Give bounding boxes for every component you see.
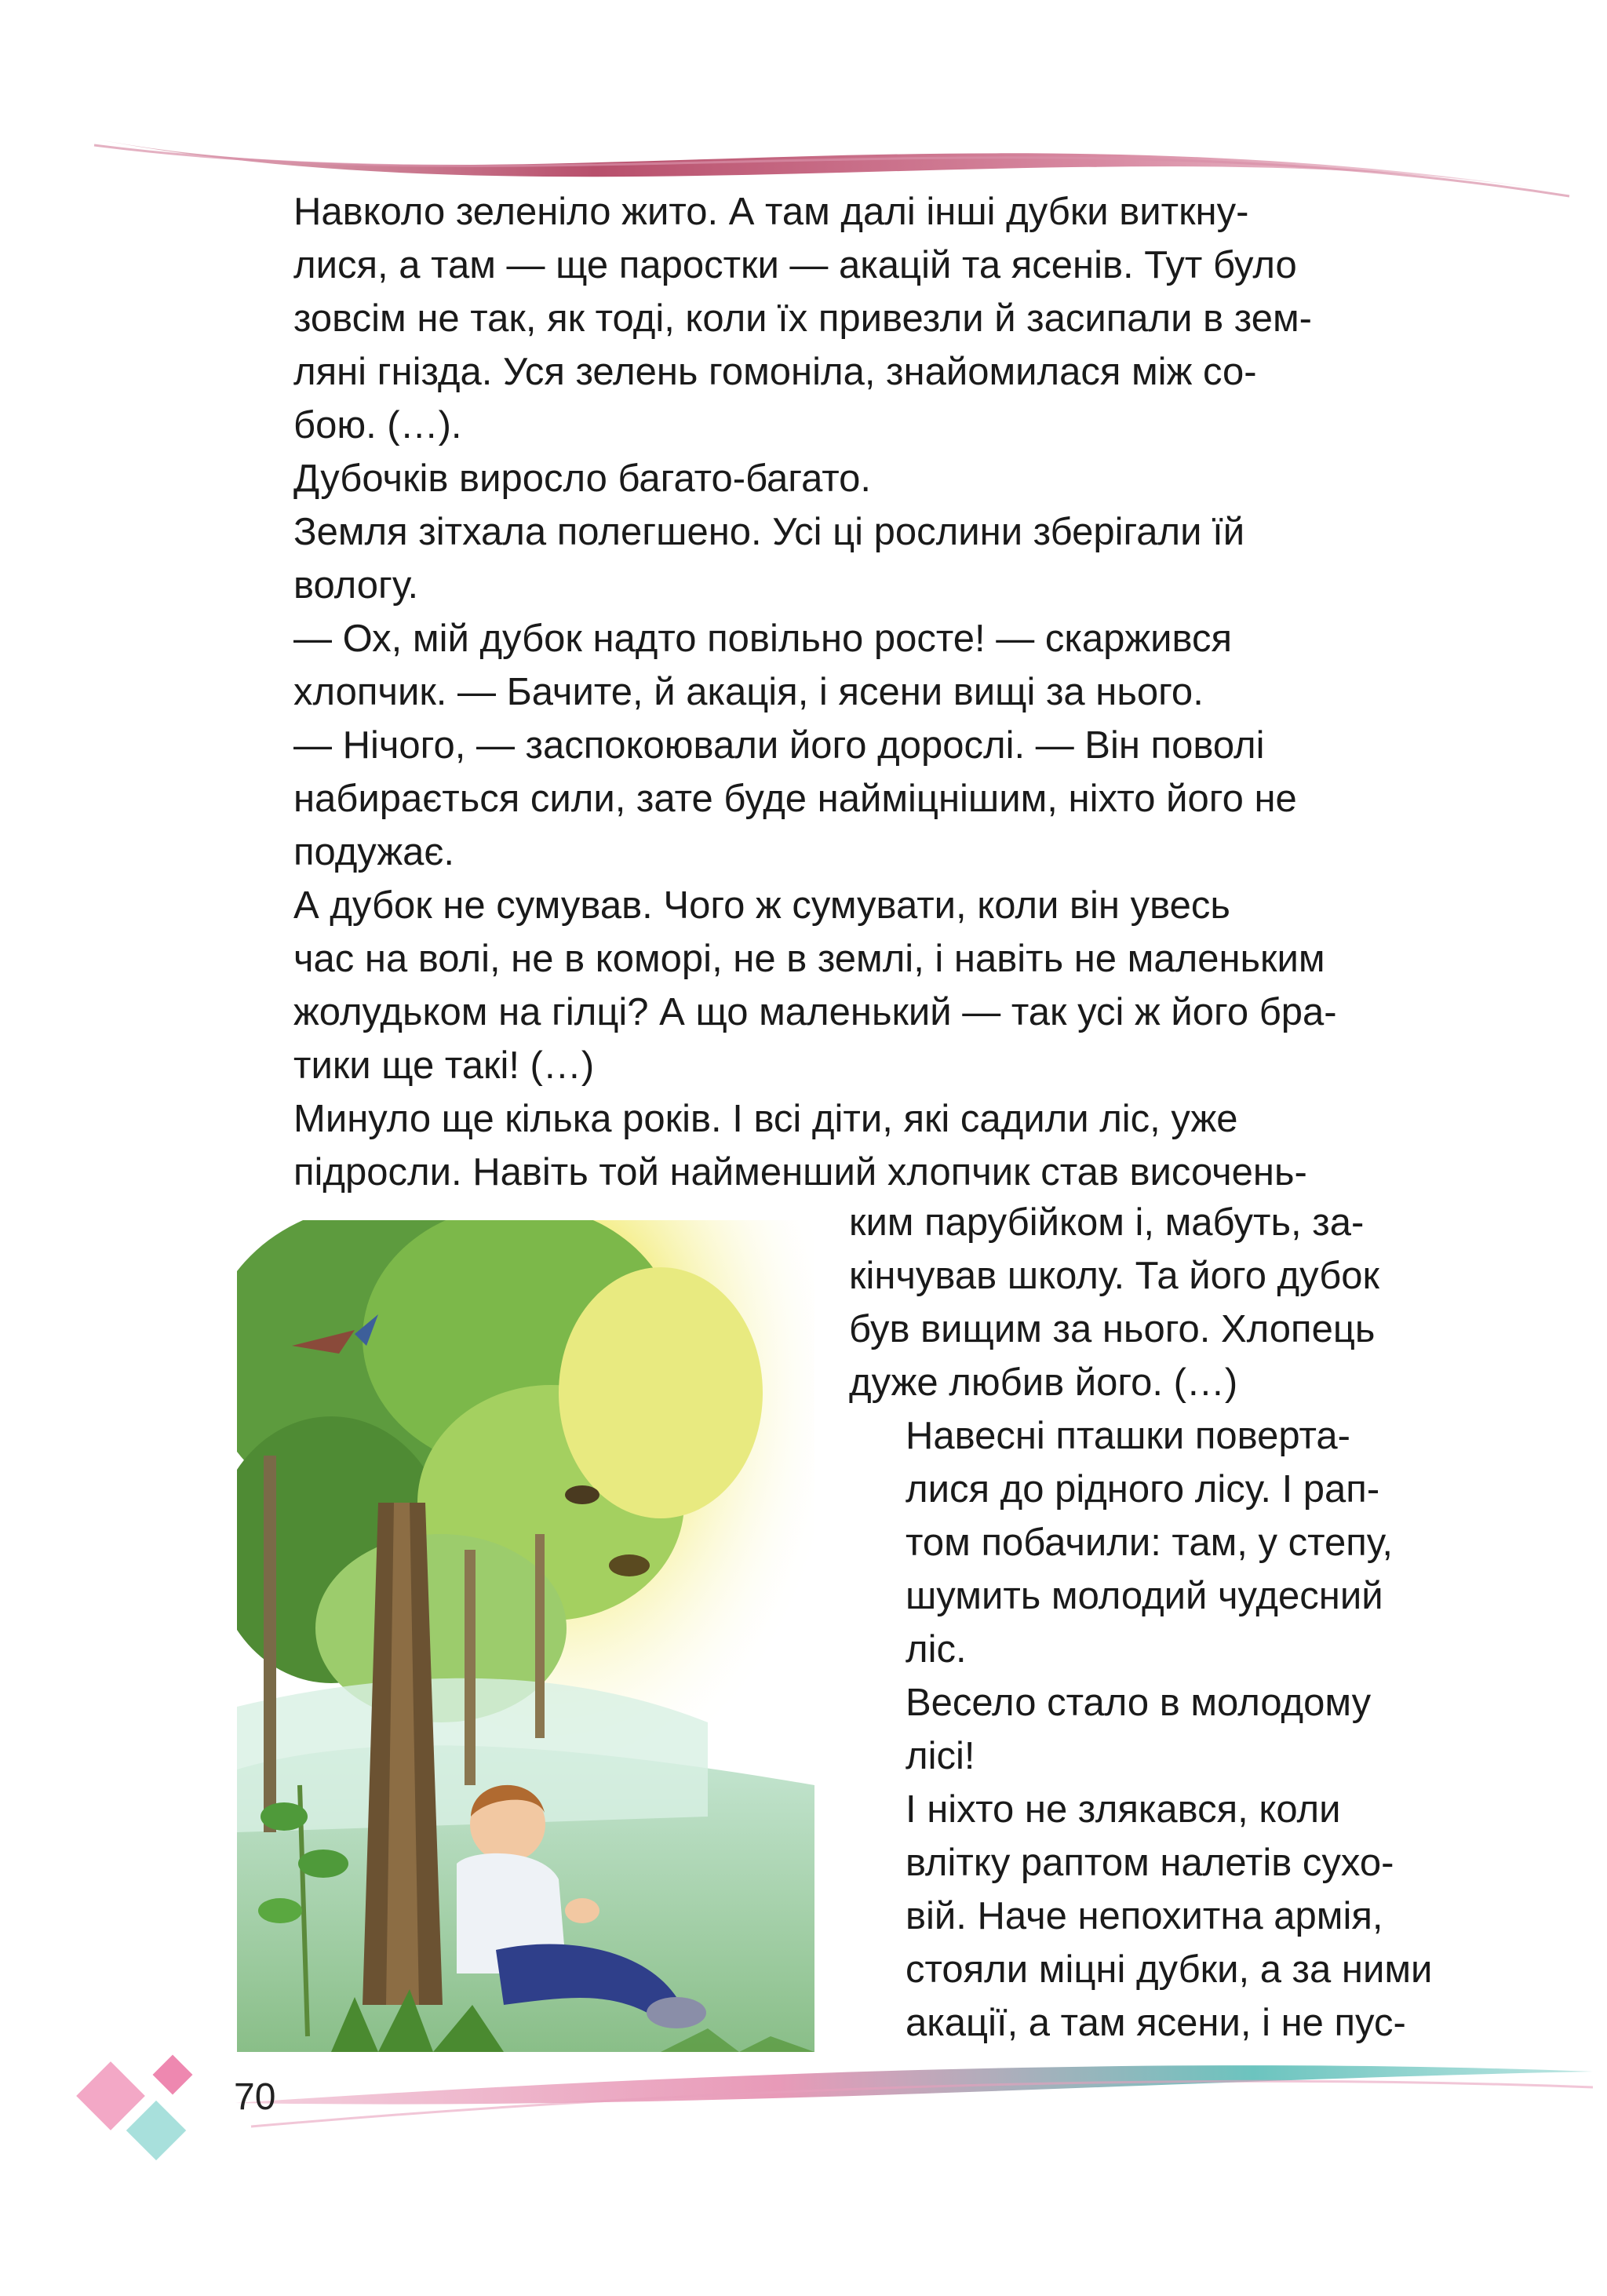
text-line: лися до рідного лісу. І рап- xyxy=(906,1468,1380,1511)
paragraph xyxy=(849,1783,1477,2050)
paragraph xyxy=(237,1092,1477,1199)
text-line: час на волі, не в коморі, не в землі, і навіть не маленьким xyxy=(293,938,1325,980)
paragraph xyxy=(237,185,1477,452)
paragraph xyxy=(237,879,1477,1092)
paragraph xyxy=(849,1196,1477,1409)
illustration-boy-under-oak xyxy=(237,1220,814,2052)
main-text-block xyxy=(237,185,1477,1199)
text-line: вій. Наче непохитна армія, xyxy=(906,1895,1383,1937)
text-line: дуже любив його. (…) xyxy=(849,1361,1238,1404)
text-line: стояли міцні дубки, а за ними xyxy=(906,1948,1433,1991)
text-line: тики ще такі! (…) xyxy=(293,1044,595,1087)
text-line: том побачили: там, у степу, xyxy=(906,1522,1393,1564)
text-line: акації, а там ясени, і не пус- xyxy=(906,2002,1406,2044)
text-line: підросли. Навіть той найменший хлопчик став височень- xyxy=(293,1151,1307,1194)
text-line: ляні гнізда. Уся зелень гомоніла, знайомилася між со- xyxy=(293,351,1257,393)
text-line: подужає. xyxy=(293,831,454,873)
text-line: Навколо зеленіло жито. А там далі інші дубки виткну- xyxy=(293,191,1249,233)
top-decorative-swoosh xyxy=(0,71,1607,204)
paragraph xyxy=(237,612,1477,719)
text-line: Минуло ще кілька років. І всі діти, які садили ліс, уже xyxy=(293,1098,1238,1140)
text-line: — Нічого, — заспокоювали його дорослі. — Він поволі xyxy=(293,724,1265,767)
paragraph xyxy=(237,505,1477,612)
text-line: І ніхто не злякався, коли xyxy=(906,1788,1341,1831)
paragraph xyxy=(237,719,1477,879)
text-line: зовсім не так, як тоді, коли їх привезли й засипали в зем- xyxy=(293,297,1312,340)
side-text-block xyxy=(849,1196,1477,2050)
text-line: влітку раптом налетів сухо- xyxy=(906,1842,1394,1884)
text-line: ким парубійком і, мабуть, за- xyxy=(849,1201,1365,1244)
page-number: 70 xyxy=(234,2076,276,2118)
text-line: Дубочків виросло багато-багато. xyxy=(293,457,872,500)
text-line: ліс. xyxy=(906,1628,967,1671)
text-line: Весело стало в молодому xyxy=(906,1682,1372,1724)
text-line: бою. (…). xyxy=(293,404,462,446)
text-line: лися, а там — ще паростки — акацій та ясенів. Тут було xyxy=(293,244,1297,286)
text-line: Земля зітхала полегшено. Усі ці рослини зберігали їй xyxy=(293,511,1245,553)
text-line: А дубок не сумував. Чого ж сумувати, коли він увесь xyxy=(293,884,1230,927)
corner-diamonds-decoration xyxy=(71,2048,212,2174)
text-line: лісі! xyxy=(906,1735,975,1777)
text-line: — Ох, мій дубок надто повільно росте! — скаржився xyxy=(293,618,1233,660)
text-line: набирається сили, зате буде найміцнішим, ніхто його не xyxy=(293,778,1297,820)
text-line: жолудьком на гілці? А що маленький — так усі ж його бра- xyxy=(293,991,1337,1033)
paragraph xyxy=(849,1409,1477,1676)
text-line: хлопчик. — Бачите, й акація, і ясени вищі за нього. xyxy=(293,671,1204,713)
paragraph xyxy=(237,452,1477,505)
text-line: шумить молодий чудесний xyxy=(906,1575,1383,1617)
text-line: Навесні пташки поверта- xyxy=(906,1415,1350,1457)
text-line: кінчував школу. Та його дубок xyxy=(849,1255,1379,1297)
text-line: був вищим за нього. Хлопець xyxy=(849,1308,1376,1350)
paragraph xyxy=(849,1676,1477,1783)
text-line: вологу. xyxy=(293,564,419,607)
